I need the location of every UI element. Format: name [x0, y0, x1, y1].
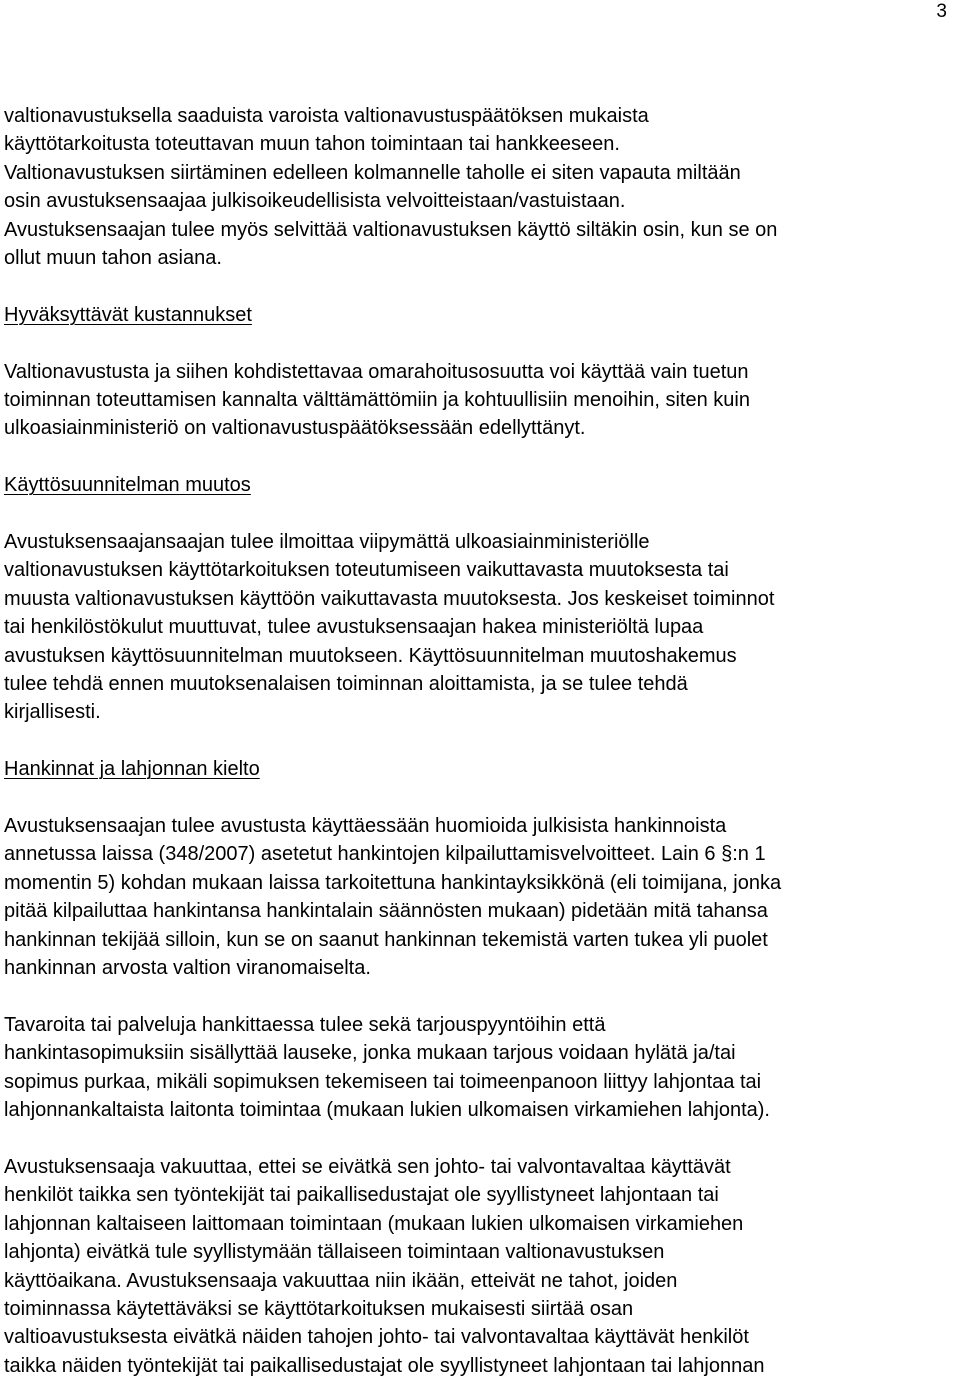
plan-change-paragraph: Avustuksensaajansaajan tulee ilmoittaa viipymättä ulkoasiainministeriölle valtionavustuksen käyttötarkoituksen toteutumiseen vaikuttavasta muutoksesta tai muusta valtionavustuksen käyttöön vaikuttavasta muutoksesta. Jos keskeiset toiminnot tai henkilöstökulut muuttuvat, tulee avustuksensaajan hakea ministeriöltä lupaa avustuksen käyttösuunnitelman muutokseen. Käyttösuunnitelman muutoshakemus tulee tehdä ennen muutoksenalaisen toiminnan aloittamista, ja se tulee tehdä kirjallisesti.	[4, 531, 775, 724]
spacer	[4, 1125, 956, 1153]
spacer	[4, 500, 956, 528]
spacer	[4, 443, 956, 471]
spacer	[4, 329, 956, 357]
spacer	[4, 983, 956, 1011]
procurement-paragraph: Avustuksensaajan tulee avustusta käyttäessään huomioida julkisista hankinnoista annetussa laissa (348/2007) asetetut hankintojen kilpailuttamisvelvoitteet. Lain 6 §:n 1 momentin 5) kohdan mukaan laissa tarkoitettuna hankintayksikkönä (eli toimijana, jonka pitää kilpailuttaa hankintansa hankintalain säännösten mukaan) pidetään mitä tahansa hankinnan tekijää silloin, kun se on saanut hankinnan tekemistä varten tukea yli puolet hankinnan arvosta valtion viranomaiselta.	[4, 815, 782, 980]
section-heading-procurement-bribery: Hankinnat ja lahjonnan kielto	[4, 758, 260, 781]
contract-clause-paragraph: Tavaroita tai palveluja hankittaessa tulee sekä tarjouspyyntöihin että hankintasopimuksiin sisällyttää lauseke, jonka mukaan tarjous voidaan hylätä ja/tai sopimus purkaa, mikäli sopimuksen tekemiseen tai toimeenpanoon liittyy lahjontaa tai lahjonnankaltaista laitonta toimintaa (mukaan lukien ulkomaisen virkamiehen lahjonta).	[4, 1013, 770, 1122]
eligible-costs-paragraph: Valtionavustusta ja siihen kohdistettavaa omarahoitusosuutta voi käyttää vain tuetun toiminnan toteuttamisen kannalta välttämättömiin ja kohtuullisiin menoihin, siten kuin ulkoasiainministeriö on valtionavustuspäätöksessään edellyttänyt.	[4, 360, 750, 440]
document-body	[4, 102, 956, 1380]
spacer	[4, 784, 956, 812]
spacer	[4, 272, 956, 300]
section-heading-eligible-costs: Hyväksyttävät kustannukset	[4, 303, 252, 326]
spacer	[4, 727, 956, 755]
page-number: 3	[936, 1, 947, 22]
section-heading-plan-change: Käyttösuunnitelman muutos	[4, 474, 251, 497]
anti-bribery-paragraph: Avustuksensaaja vakuuttaa, ettei se eivätkä sen johto- tai valvontavaltaa käyttävät henkilöt taikka sen työntekijät tai paikallisedustajat ole syyllistyneet lahjontaan tai lahjonnan kaltaiseen laittomaan toimintaan (mukaan lukien ulkomaisen virkamiehen lahjonta) eivätkä tule syyllistymään tällaiseen toimintaan valtionavustuksen käyttöaikana. Avustuksensaaja vakuuttaa niin ikään, etteivät ne tahot, joiden toiminnassa käytettäväksi se käyttötarkoituksen mukaisesti siirtää osan valtioavustuksesta eivätkä näiden tahojen johto- tai valvontavaltaa käyttävät henkilöt taikka näiden työntekijät tai paikallisedustajat ole syyllistyneet lahjontaan tai lahjonnan	[4, 1155, 765, 1377]
intro-paragraph: valtionavustuksella saaduista varoista valtionavustuspäätöksen mukaista käyttötarkoitusta toteuttavan muun tahon toimintaan tai hankkeeseen. Valtionavustuksen siirtäminen edelleen kolmannelle taholle ei siten vapauta miltään osin avustuksensaajaa julkisoikeudellisista velvoitteistaan/vastuistaan. Avustuksensaajan tulee myös selvittää valtionavustuksen käyttö siltäkin osin, kun se on ollut muun tahon asiana.	[4, 105, 778, 270]
